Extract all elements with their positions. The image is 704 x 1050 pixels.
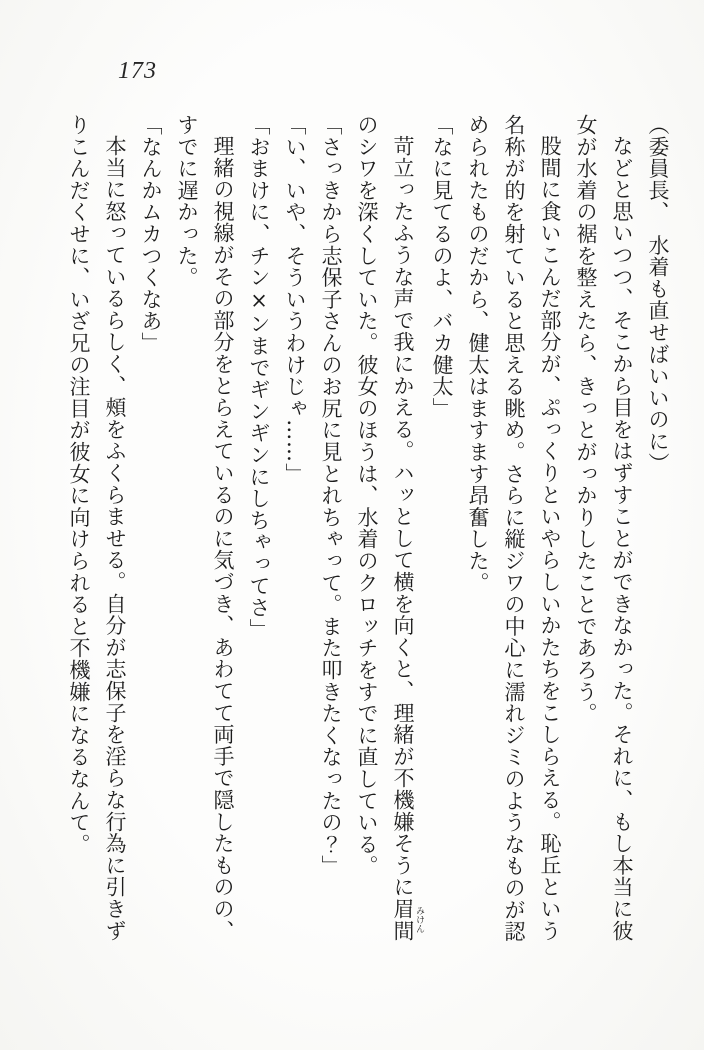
paragraph: 本当に怒っているらしく、頰をふくらませる。自分が志保子を淫らな行為に引きずりこんだくせに、いざ兄の注目が彼女に向けられると不機嫌になるなんて。 <box>67 114 127 942</box>
page-number: 173 <box>118 58 157 84</box>
paragraph: などと思いつつ、そこから目をはずすことができなかった。それに、もし本当に彼女が水着の裾を整えたら、きっとがっかりしたことであろう。 <box>574 114 634 942</box>
paragraph: 「い、いや、そういうわけじゃ……」 <box>283 114 307 485</box>
paragraph: （委員長、 水着も直せばいいのに） <box>646 114 670 475</box>
paragraph: 苛立ったふうな声で我にかえる。ハッとして横を向くと、理緒が不機嫌そうに眉間 みけんのシワを深くしていた。彼女のほうは、水着のクロッチをすでに直している。 <box>355 114 424 942</box>
furigana-annotated-word: 眉間 みけん <box>391 898 424 942</box>
paragraph: 「なに見てるのよ、バカ健太」 <box>430 114 454 420</box>
paragraph: 理緒の視線がその部分をとらえているのに気づき、あわてて両手で隠したものの、すでに遅かった。 <box>175 114 235 942</box>
paragraph: 「おまけに、チン×ンまでギンギンにしちゃってさ」 <box>247 114 271 641</box>
vertical-text-block <box>52 114 676 948</box>
paragraph: 股間に食いこんだ部分が、ぷっくりといやらしいかたちをこしらえる。恥丘という名称が的を射ていると思える眺め。さらに縦ジワの中心に濡れジミのようなものが認められたものだから、健太はますます昂奮した。 <box>466 114 562 943</box>
paragraph: 「なんかムカつくなあ」 <box>139 114 163 354</box>
paragraph: 「さっきから志保子さんのお尻に見とれちゃって。また叩きたくなったの？」 <box>319 114 343 877</box>
furigana-reading: みけん <box>414 898 424 942</box>
